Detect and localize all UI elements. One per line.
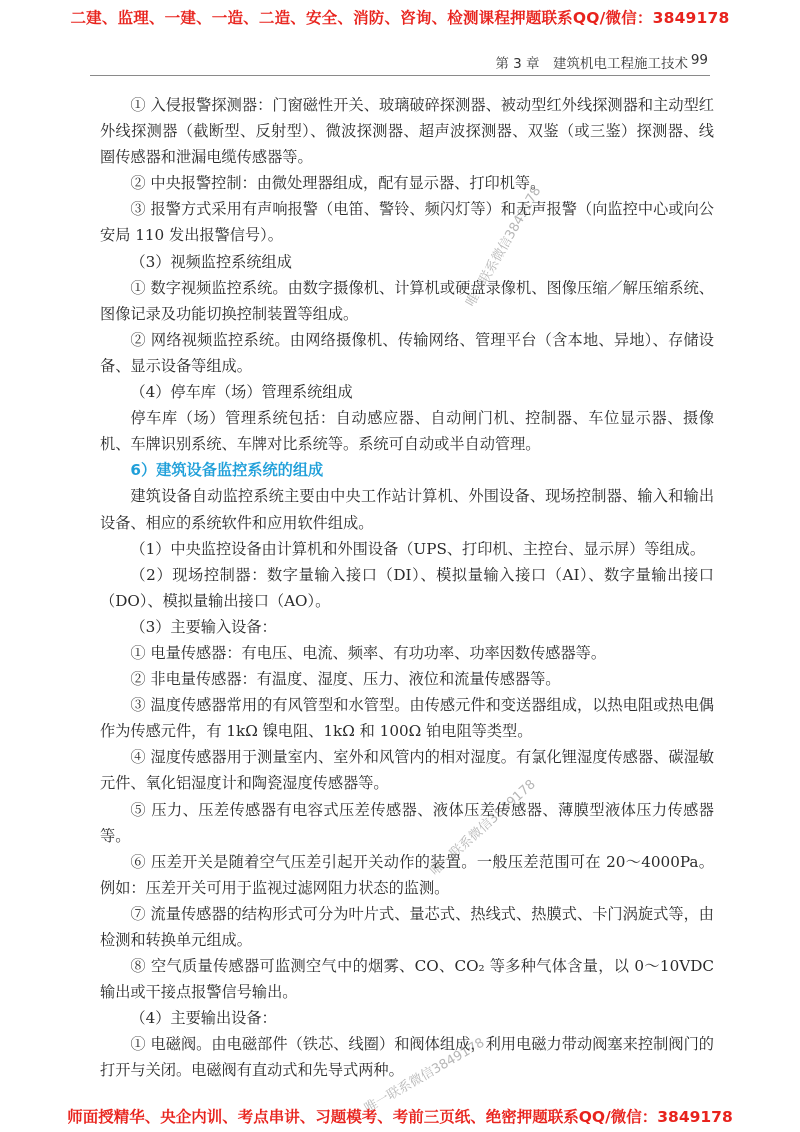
body-paragraph: 停车库（场）管理系统包括：自动感应器、自动闸门机、控制器、车位显示器、摄像机、车牌识别系统、车牌对比系统等。系统可自动或半自动管理。 [100, 409, 714, 454]
bottom-ad-banner: 师面授精华、央企内训、考点串讲、习题模考、考前三页纸、绝密押题联系QQ/微信：3849178 [67, 1108, 733, 1126]
body-paragraph: （3）主要输入设备： [130, 617, 277, 636]
body-paragraph: 建筑设备自动监控系统主要由中央工作站计算机、外围设备、现场控制器、输入和输出设备、相应的系统软件和应用软件组成。 [100, 487, 714, 532]
body-paragraph: ⑤ 压力、压差传感器有电容式压差传感器、液体压差传感器、薄膜型液体压力传感器等。 [100, 800, 714, 845]
body-paragraph: ② 非电量传感器：有温度、湿度、压力、液位和流量传感器等。 [130, 670, 561, 689]
body-paragraph: ⑥ 压差开关是随着空气压差引起开关动作的装置。一般压差范围可在 20～4000Pa。例如：压差开关可用于监视过滤网阻力状态的监测。 [100, 852, 714, 897]
body-paragraph: ① 电量传感器：有电压、电流、频率、有功功率、功率因数传感器等。 [130, 643, 607, 662]
running-header [0, 52, 800, 74]
body-paragraph: ① 入侵报警探测器：门窗磁性开关、玻璃破碎探测器、被动型红外线探测器和主动型红外线探测器（截断型、反射型）、微波探测器、超声波探测器、双鉴（或三鉴）探测器、线圈传感器和泄漏电缆传感器等。 [100, 96, 714, 167]
section-heading: 6）建筑设备监控系统的组成 [130, 461, 324, 480]
header-divider [90, 75, 710, 76]
body-paragraph: （1）中央监控设备由计算机和外围设备（UPS、打印机、主控台、显示屏）等组成。 [130, 539, 706, 558]
body-paragraph: （3）视频监控系统组成 [130, 252, 292, 271]
body-paragraph: （4）主要输出设备： [130, 1009, 277, 1028]
body-paragraph: ⑧ 空气质量传感器可监测空气中的烟雾、CO、CO₂ 等多种气体含量，以 0～10VDC 输出或干接点报警信号输出。 [100, 957, 714, 1002]
page-number: 99 [690, 52, 708, 68]
body-paragraph: ② 网络视频监控系统。由网络摄像机、传输网络、管理平台（含本地、异地）、存储设备、显示设备等组成。 [100, 330, 714, 375]
watermark: 唯一联系微信3849178 [463, 184, 545, 310]
body-paragraph: ① 电磁阀。由电磁部件（铁芯、线圈）和阀体组成，利用电磁力带动阀塞来控制阀门的打开与关闭。电磁阀有直动式和先导式两种。 [100, 1035, 714, 1080]
body-paragraph: ③ 温度传感器常用的有风管型和水管型。由传感元件和变送器组成，以热电阻或热电偶作为传感元件，有 1kΩ 镍电阻、1kΩ 和 100Ω 铂电阻等类型。 [100, 696, 714, 741]
body-paragraph: ⑦ 流量传感器的结构形式可分为叶片式、量芯式、热线式、热膜式、卡门涡旋式等，由检测和转换单元组成。 [100, 904, 714, 949]
body-paragraph: ② 中央报警控制：由微处理器组成，配有显示器、打印机等。 [130, 174, 546, 193]
watermark: 唯一联系微信3849178 [427, 777, 539, 880]
top-ad-banner: 二建、监理、一建、一造、二造、安全、消防、咨询、检测课程押题联系QQ/微信：3849178 [70, 9, 730, 27]
body-paragraph: ① 数字视频监控系统。由数字摄像机、计算机或硬盘录像机、图像压缩／解压缩系统、图像记录及功能切换控制装置等组成。 [100, 278, 714, 323]
body-paragraph: （2）现场控制器：数字量输入接口（DI）、模拟量输入接口（AI）、数字量输出接口（DO）、模拟量输出接口（AO）。 [100, 565, 714, 610]
body-paragraph: ④ 湿度传感器用于测量室内、室外和风管内的相对湿度。有氯化锂湿度传感器、碳湿敏元件、氧化铝湿度计和陶瓷湿度传感器等。 [100, 748, 714, 793]
chapter-title: 第 3 章 建筑机电工程施工技术 [495, 56, 688, 72]
page-body [100, 92, 714, 1084]
watermark: 唯一联系微信3849178 [362, 1035, 488, 1117]
body-paragraph: （4）停车库（场）管理系统组成 [130, 383, 353, 402]
body-paragraph: ③ 报警方式采用有声响报警（电笛、警铃、频闪灯等）和无声报警（向监控中心或向公安局 110 发出报警信号）。 [100, 200, 714, 245]
